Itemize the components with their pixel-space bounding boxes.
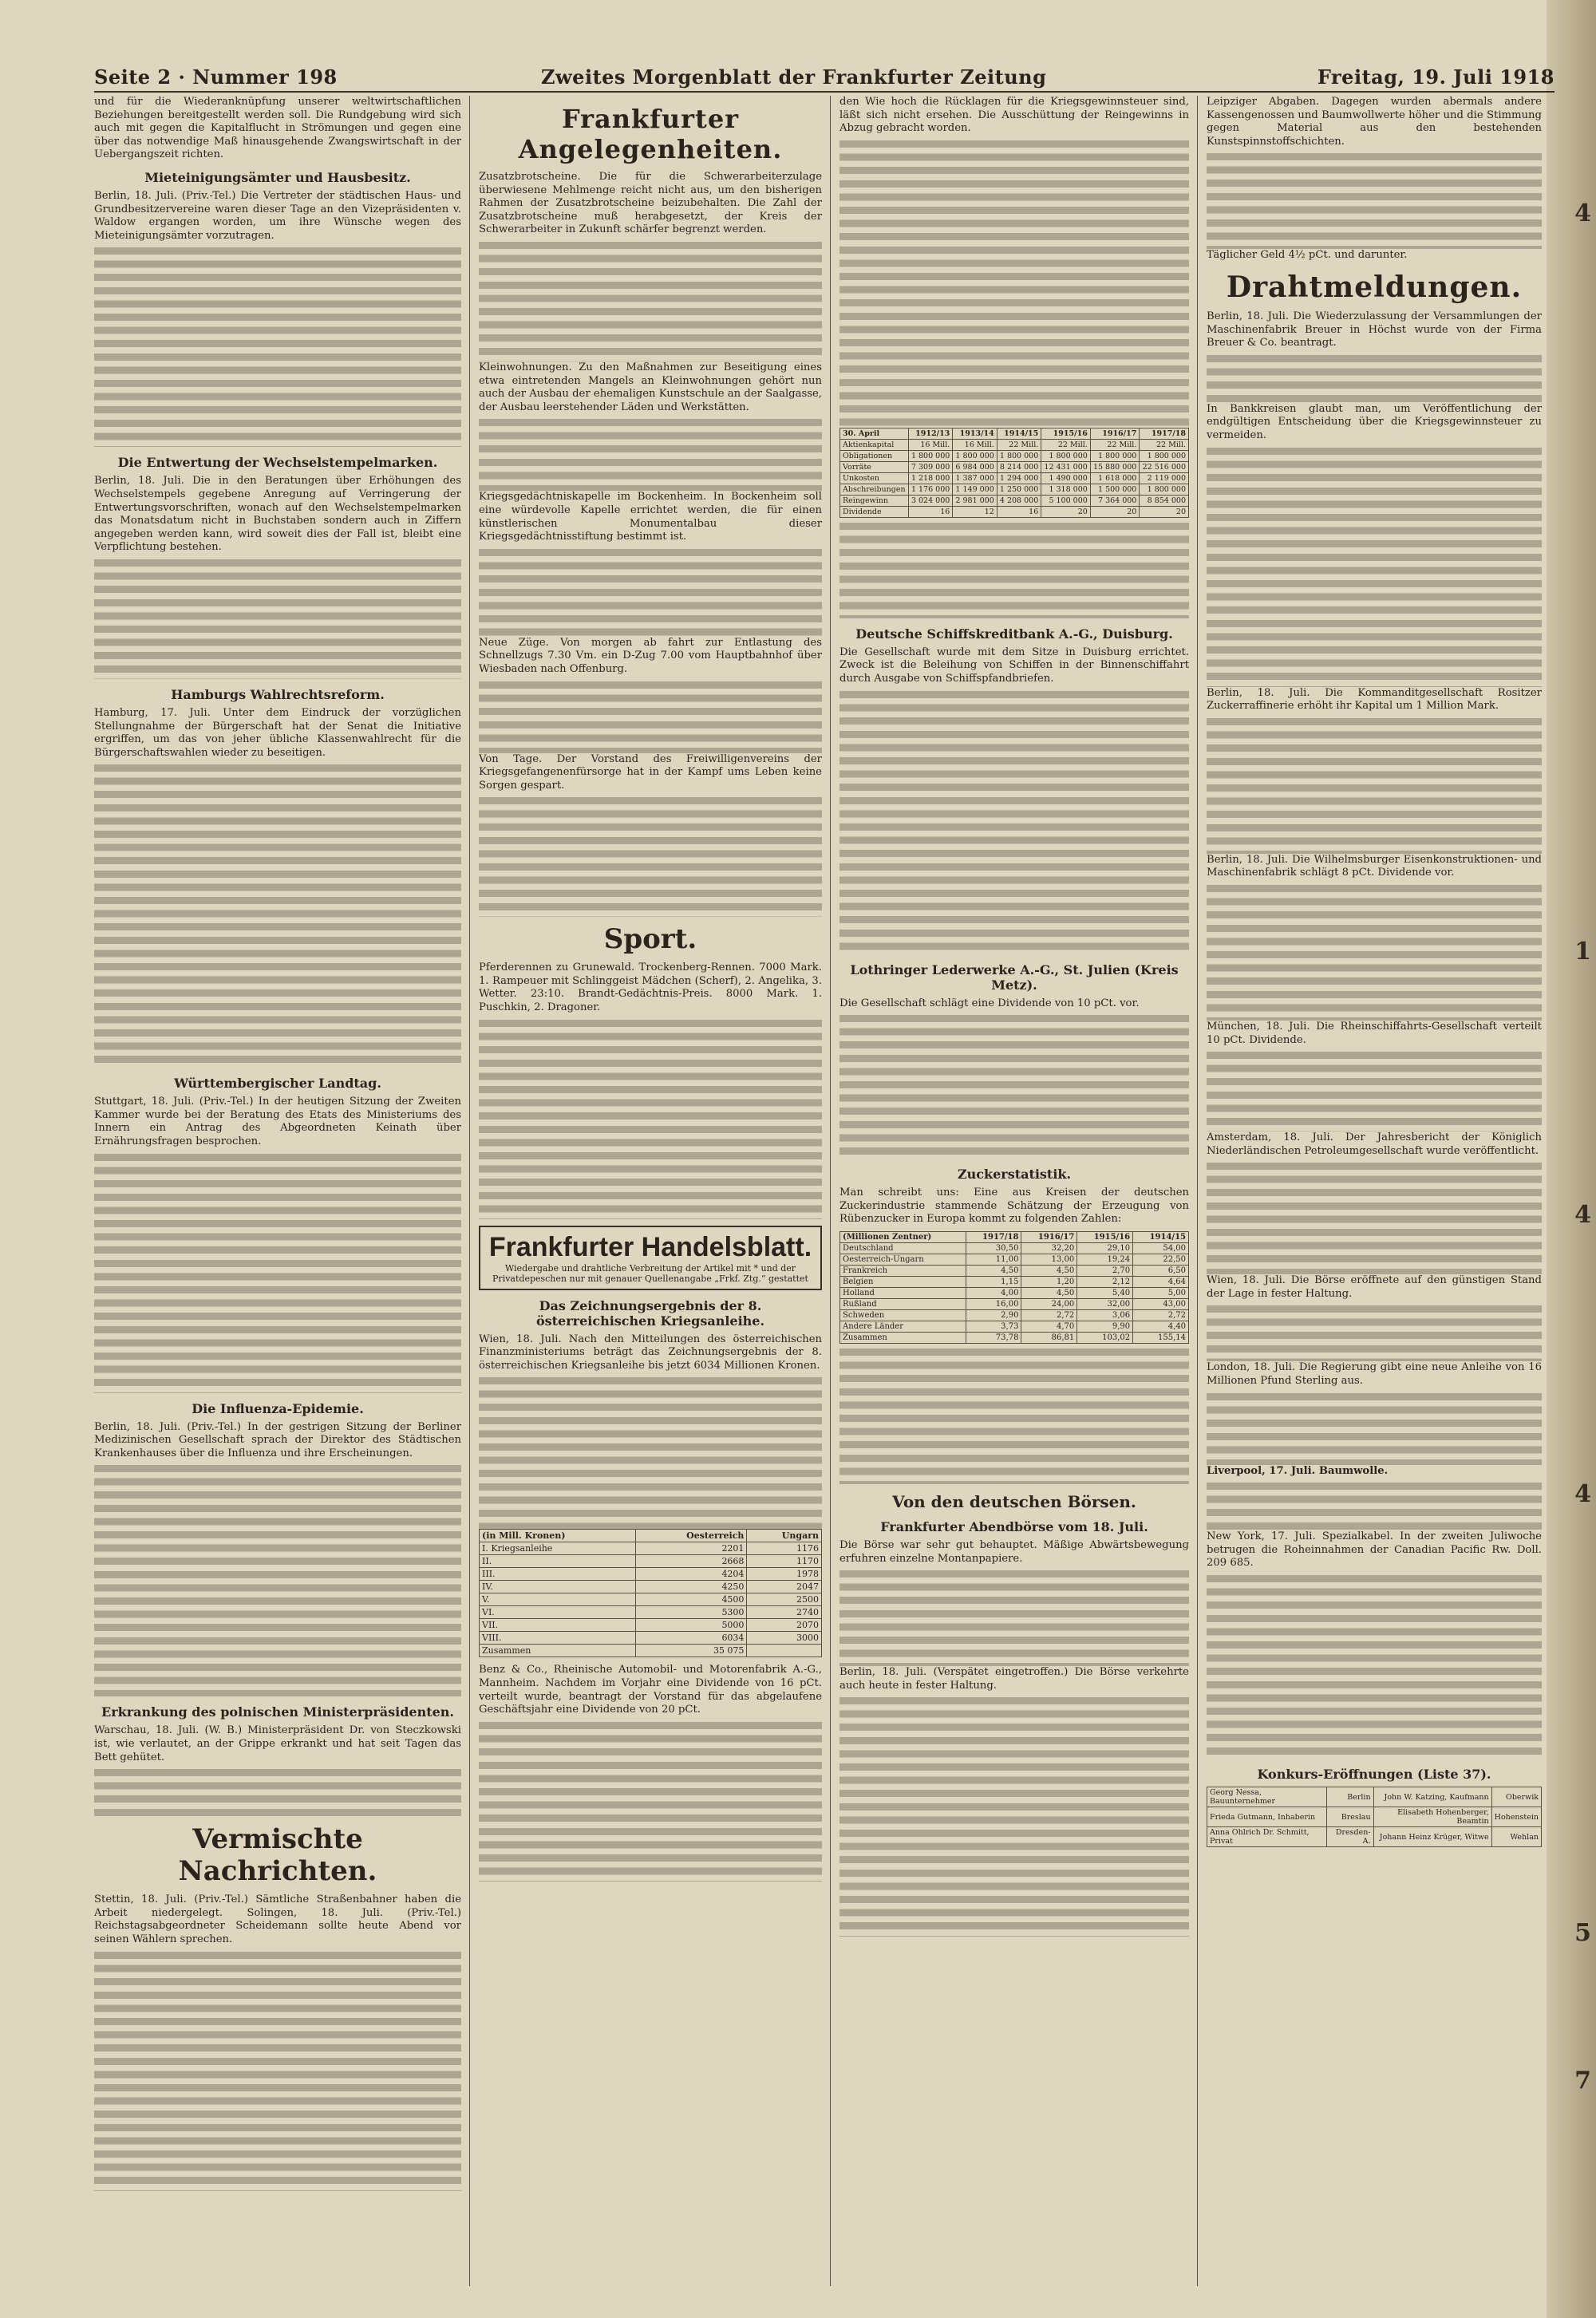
table-cell: 103,02 bbox=[1077, 1332, 1133, 1343]
article-body: Warschau, 18. Juli. (W. B.) Ministerpräsident Dr. von Steczkowski ist, wie verlautet, an der Grippe erkrankt und hat seit Tagen das Bett gehütet. bbox=[94, 1724, 461, 1763]
table-cell: Anna Ohlrich Dr. Schmitt, Privat bbox=[1207, 1827, 1327, 1847]
binding-number: 5 bbox=[1574, 1919, 1591, 1947]
article-body: Die Gesellschaft schlägt eine Dividende von 10 pCt. vor. bbox=[839, 997, 1140, 1009]
article-body: Wien, 18. Juli. Die Börse eröffnete auf den günstigen Stand der Lage in fester Haltung. bbox=[1207, 1274, 1542, 1300]
table-cell: 3,06 bbox=[1077, 1309, 1133, 1321]
table-cell: 13,00 bbox=[1021, 1254, 1077, 1265]
table-row bbox=[1207, 1787, 1542, 1807]
article-heading: Lothringer Lederwerke A.-G., St. Julien (Kreis Metz). bbox=[850, 962, 1179, 993]
table-cell: 1978 bbox=[747, 1568, 822, 1581]
table-cell: 73,78 bbox=[966, 1332, 1021, 1343]
article-body: In Bankkreisen glaubt man, um Veröffentlichung der endgültigen Entscheidung über die Kriegsgewinnsteuer zu vermeiden. bbox=[1207, 402, 1542, 441]
table-row bbox=[840, 506, 1189, 517]
text-block bbox=[94, 1952, 461, 2191]
article-heading: Erkrankung des polnischen Ministerpräsidenten. bbox=[101, 1704, 454, 1720]
table-cell bbox=[747, 1645, 822, 1657]
konkurs-table bbox=[1207, 1787, 1542, 1847]
table-header: Oesterreich bbox=[635, 1530, 746, 1542]
table-row bbox=[840, 1265, 1189, 1276]
binding-number: 4 bbox=[1574, 199, 1591, 227]
binding-number: 7 bbox=[1574, 2067, 1591, 2095]
zucker-table bbox=[839, 1231, 1189, 1344]
table-cell: 1 250 000 bbox=[997, 484, 1041, 495]
table-cell: 35 075 bbox=[635, 1645, 746, 1657]
text-block bbox=[1207, 885, 1542, 1021]
table-cell: 4,50 bbox=[966, 1265, 1021, 1276]
table-cell: 32,00 bbox=[1077, 1298, 1133, 1309]
table-cell: 1 800 000 bbox=[1140, 484, 1189, 495]
text-block bbox=[1207, 1483, 1542, 1530]
table-header: 1914/15 bbox=[997, 428, 1041, 439]
table-cell: 2070 bbox=[747, 1619, 822, 1632]
column-1 bbox=[94, 96, 461, 2286]
table-cell: 6034 bbox=[635, 1632, 746, 1645]
table-cell: 20 bbox=[1140, 506, 1189, 517]
table-cell: Breslau bbox=[1326, 1807, 1373, 1827]
article-body: Berlin, 18. Juli. Die Wilhelmsburger Eisenkonstruktionen- und Maschinenfabrik schlägt 8 pCt. Dividende vor. bbox=[1207, 853, 1542, 879]
text-block bbox=[1207, 1393, 1542, 1465]
table-row bbox=[840, 484, 1189, 495]
article-heading: Die Influenza-Epidemie. bbox=[192, 1400, 364, 1416]
section-heading: Von den deutschen Börsen. bbox=[892, 1491, 1136, 1511]
table-cell: 2047 bbox=[747, 1581, 822, 1593]
section-title: Drahtmeldungen. bbox=[1226, 270, 1523, 304]
section-title: Frankfurter Angelegenheiten. bbox=[518, 104, 783, 164]
table-cell: 20 bbox=[1041, 506, 1091, 517]
table-cell: John W. Katzing, Kaufmann bbox=[1373, 1787, 1491, 1807]
text-block bbox=[94, 559, 461, 679]
table-row bbox=[480, 1645, 822, 1657]
text-block bbox=[839, 1349, 1189, 1484]
article-body: Die Börse war sehr gut behauptet. Mäßige Abwärtsbewegung erfuhren einzelne Montanpapiere. bbox=[839, 1538, 1189, 1565]
table-cell: IV. bbox=[480, 1581, 636, 1593]
table-cell: 1 618 000 bbox=[1090, 472, 1140, 484]
text-block bbox=[1207, 1163, 1542, 1274]
article-heading: Frankfurter Abendbörse vom 18. Juli. bbox=[880, 1518, 1148, 1534]
table-cell: 2 119 000 bbox=[1140, 472, 1189, 484]
table-row bbox=[840, 1298, 1189, 1309]
binding-number: 4 bbox=[1574, 1201, 1591, 1229]
table-cell: Belgien bbox=[840, 1276, 966, 1287]
article-body: New York, 17. Juli. Spezialkabel. In der zweiten Juliwoche betrugen die Roheinnahmen der Canadian Pacific Rw. Doll. 209 685. bbox=[1207, 1530, 1542, 1570]
table-cell: 12 bbox=[953, 506, 997, 517]
table-cell: 11,00 bbox=[966, 1254, 1021, 1265]
article-body: Berlin, 18. Juli. Die Wiederzulassung der Versammlungen der Maschinenfabrik Breuer in Höchst wurde von der Firma Breuer & Co. beantragt. bbox=[1207, 310, 1542, 349]
text-block bbox=[479, 1722, 822, 1882]
table-cell: 2,12 bbox=[1077, 1276, 1133, 1287]
table-cell: 2 981 000 bbox=[953, 495, 997, 506]
text-block bbox=[839, 1570, 1189, 1666]
text-block bbox=[1207, 1305, 1542, 1361]
table-cell: 2201 bbox=[635, 1542, 746, 1555]
table-row bbox=[480, 1606, 822, 1619]
article-body: Kriegsgedächtniskapelle im Bockenheim. In Bockenheim soll eine würdevolle Kapelle errichtet werden, die für einen künstlerischen Monumentalbau dieser Kriegsgedächtnisstiftung bestimmt ist. bbox=[479, 491, 822, 543]
text-block bbox=[839, 140, 1189, 428]
table-row bbox=[840, 450, 1189, 461]
table-row bbox=[840, 495, 1189, 506]
table-cell: VII. bbox=[480, 1619, 636, 1632]
article-heading: Deutsche Schiffskreditbank A.-G., Duisburg. bbox=[855, 626, 1173, 642]
article-body: Berlin, 18. Juli. (Priv.-Tel.) In der gestrigen Sitzung der Berliner Medizinischen Gesellschaft sprach der Direktor des Städtischen Krankenhauses über die Influenza und ihre Erscheinungen. bbox=[94, 1420, 461, 1459]
table-cell: 5 100 000 bbox=[1041, 495, 1091, 506]
table-cell: Georg Nessa, Bauunternehmer bbox=[1207, 1787, 1327, 1807]
text-block bbox=[479, 1377, 822, 1529]
table-cell: 1 387 000 bbox=[953, 472, 997, 484]
table-cell: 6,50 bbox=[1133, 1265, 1189, 1276]
article-heading: Württembergischer Landtag. bbox=[174, 1076, 381, 1092]
table-cell: Elisabeth Hohenberger, Beamtin bbox=[1373, 1807, 1491, 1827]
table-cell: 86,81 bbox=[1021, 1332, 1077, 1343]
binding-number: 4 bbox=[1574, 1480, 1591, 1508]
table-cell: 4,00 bbox=[966, 1287, 1021, 1298]
table-cell: 16,00 bbox=[966, 1298, 1021, 1309]
text-block bbox=[94, 247, 461, 447]
text-block bbox=[479, 419, 822, 491]
page-binding-edge bbox=[1547, 0, 1596, 2318]
table-cell: Oesterreich-Ungarn bbox=[840, 1254, 966, 1265]
article-heading: Zuckerstatistik. bbox=[957, 1167, 1072, 1183]
table-cell: 4250 bbox=[635, 1581, 746, 1593]
table-cell: Wehlan bbox=[1491, 1827, 1541, 1847]
table-cell: 1,20 bbox=[1021, 1276, 1077, 1287]
table-cell: 22 516 000 bbox=[1140, 461, 1189, 472]
table-cell: 2668 bbox=[635, 1555, 746, 1568]
table-cell: Schweden bbox=[840, 1309, 966, 1321]
article-body: Hamburg, 17. Juli. Unter dem Eindruck der vorzüglichen Stellungnahme der Bürgerschaft hat der Senat die Initiative ergriffen, um das von jeher übliche Klassenwahlrecht für die Bürgerschaftswahlen wieder zu beseitigen. bbox=[94, 706, 461, 759]
column-rule bbox=[469, 96, 470, 2286]
table-cell: Hohenstein bbox=[1491, 1807, 1541, 1827]
table-row bbox=[1207, 1807, 1542, 1827]
table-header: 1913/14 bbox=[953, 428, 997, 439]
text-block bbox=[94, 1769, 461, 1817]
text-block bbox=[479, 1020, 822, 1219]
table-cell: 1 800 000 bbox=[1090, 450, 1140, 461]
table-row bbox=[840, 1321, 1189, 1332]
table-cell: 4,40 bbox=[1133, 1321, 1189, 1332]
article-body: Benz & Co., Rheinische Automobil- und Motorenfabrik A.-G., Mannheim. Nachdem im Vorjahr eine Dividende von 16 pCt. verteilt wurde, beantragt der Vorstand für das abgelaufene Geschäftsjahr eine Dividende von 20 pCt. bbox=[479, 1664, 822, 1716]
table-cell: 1 500 000 bbox=[1090, 484, 1140, 495]
table-cell: 5,40 bbox=[1077, 1287, 1133, 1298]
table-cell: Reingewinn bbox=[840, 495, 909, 506]
table-cell: 24,00 bbox=[1021, 1298, 1077, 1309]
article-body: Von Tage. Der Vorstand des Freiwilligenvereins der Kriegsgefangenenfürsorge hat in der Kampf ums Leben keine Sorgen gespart. bbox=[479, 752, 822, 792]
table-cell: Obligationen bbox=[840, 450, 909, 461]
table-cell: 5300 bbox=[635, 1606, 746, 1619]
page-header bbox=[94, 62, 1555, 93]
table-cell: 1,15 bbox=[966, 1276, 1021, 1287]
header-page-number: Seite 2 · Nummer 198 bbox=[94, 65, 338, 89]
table-row bbox=[840, 1309, 1189, 1321]
text-block bbox=[839, 523, 1189, 618]
table-cell: 30,50 bbox=[966, 1242, 1021, 1254]
table-cell: Holland bbox=[840, 1287, 966, 1298]
handelsblatt-subtitle: Wiedergabe und drahtliche Verbreitung der Artikel mit * und der Privatdepeschen nur mit genauer Quellenangabe „Frkf. Ztg.“ gestattet bbox=[492, 1262, 808, 1284]
section-heading: Sport. bbox=[603, 923, 697, 956]
text-block bbox=[839, 1015, 1189, 1159]
table-cell: 9,90 bbox=[1077, 1321, 1133, 1332]
table-cell: 2,70 bbox=[1077, 1265, 1133, 1276]
table-cell: 2500 bbox=[747, 1593, 822, 1606]
market-heading: Liverpool, 17. Juli. Baumwolle. bbox=[1207, 1464, 1389, 1477]
table-cell: 1 800 000 bbox=[1140, 450, 1189, 461]
table-cell: 16 Mill. bbox=[908, 439, 952, 450]
table-cell: Unkosten bbox=[840, 472, 909, 484]
table-cell: Vorräte bbox=[840, 461, 909, 472]
table-row bbox=[480, 1619, 822, 1632]
article-body: Amsterdam, 18. Juli. Der Jahresbericht der Königlich Niederländischen Petroleumgesellschaft wurde veröffentlicht. bbox=[1207, 1131, 1542, 1157]
handelsblatt-box bbox=[479, 1226, 822, 1290]
table-cell: 7 309 000 bbox=[908, 461, 952, 472]
table-row bbox=[480, 1581, 822, 1593]
table-cell: 1170 bbox=[747, 1555, 822, 1568]
article-heading: Mieteinigungsämter und Hausbesitz. bbox=[144, 169, 411, 185]
article-body: Stettin, 18. Juli. (Priv.-Tel.) Sämtliche Straßenbahner haben die Arbeit niedergelegt. Solingen, 18. Juli. (Priv.-Tel.) Reichstagsabgeordneter Scheidemann sollte heute Abend vor seinen Wählern sprechen. bbox=[94, 1893, 461, 1945]
table-cell: Zusammen bbox=[480, 1645, 636, 1657]
table-row bbox=[840, 461, 1189, 472]
article-body: Man schreibt uns: Eine aus Kreisen der deutschen Zuckerindustrie stammende Schätzung der Erzeugung von Rübenzucker in Europa kommt zu folgenden Zahlen: bbox=[839, 1187, 1189, 1226]
table-cell: 22,50 bbox=[1133, 1254, 1189, 1265]
table-cell: 4,64 bbox=[1133, 1276, 1189, 1287]
article-intro: und für die Wiederanknüpfung unserer weltwirtschaftlichen Beziehungen bereitgestellt werden soll. Die Rundgebung wird sich auch mit gegen die Kapitalflucht in Strömungen und gegen eine über das notwendige Maß hinausgehende Zwangswirtschaft in der Uebergangszeit richten. bbox=[94, 96, 461, 161]
header-date: Freitag, 19. Juli 1918 bbox=[1317, 65, 1555, 89]
table-row bbox=[840, 439, 1189, 450]
article-heading: Konkurs-Eröffnungen (Liste 37). bbox=[1257, 1767, 1491, 1783]
table-header: 1917/18 bbox=[966, 1231, 1021, 1242]
table-cell: 1 149 000 bbox=[953, 484, 997, 495]
money-rate: Täglicher Geld 4½ pCt. und darunter. bbox=[1207, 249, 1408, 262]
table-cell: Berlin bbox=[1326, 1787, 1373, 1807]
text-block bbox=[1207, 448, 1542, 687]
table-cell: 5,00 bbox=[1133, 1287, 1189, 1298]
table-cell: Frieda Gutmann, Inhaberin bbox=[1207, 1807, 1327, 1827]
article-body: London, 18. Juli. Die Regierung gibt eine neue Anleihe von 16 Millionen Pfund Sterling aus. bbox=[1207, 1361, 1542, 1388]
column-rule bbox=[830, 96, 831, 2286]
table-cell: 4,50 bbox=[1021, 1287, 1077, 1298]
table-row bbox=[480, 1555, 822, 1568]
table-row bbox=[1207, 1827, 1542, 1847]
article-body: Berlin, 18. Juli. (Priv.-Tel.) Die Vertreter der städtischen Haus- und Grundbesitzervereine waren dieser Tage an den Vizepräsidenten v. Waldow ergangen worden, um ihre Wünsche wegen des Mieteinigungsämter vorzutragen. bbox=[94, 189, 461, 242]
balance-table bbox=[839, 428, 1189, 518]
table-cell: 6 984 000 bbox=[953, 461, 997, 472]
table-cell: 1 318 000 bbox=[1041, 484, 1091, 495]
text-block bbox=[1207, 718, 1542, 854]
table-row bbox=[480, 1632, 822, 1645]
table-header: 1915/16 bbox=[1077, 1231, 1133, 1242]
table-cell: 1 294 000 bbox=[997, 472, 1041, 484]
table-header: 1916/17 bbox=[1021, 1231, 1077, 1242]
table-cell: 16 Mill. bbox=[953, 439, 997, 450]
anleihe-table bbox=[479, 1529, 822, 1657]
article-body: Kleinwohnungen. Zu den Maßnahmen zur Beseitigung eines etwa eintretenden Mangels an Kleinwohnungen gehört nun auch der Ausbau der ehemaligen Kunstschule an der Saalgasse, der Ausbau leerstehender Läden und Werkstätten. bbox=[479, 361, 822, 413]
text-block bbox=[839, 691, 1189, 954]
table-cell: 1 218 000 bbox=[908, 472, 952, 484]
table-cell: 12 431 000 bbox=[1041, 461, 1091, 472]
table-cell: 4500 bbox=[635, 1593, 746, 1606]
table-cell: 16 bbox=[908, 506, 952, 517]
table-cell: 54,00 bbox=[1133, 1242, 1189, 1254]
text-block bbox=[479, 797, 822, 917]
table-cell: III. bbox=[480, 1568, 636, 1581]
table-cell: Dividende bbox=[840, 506, 909, 517]
table-cell: Rußland bbox=[840, 1298, 966, 1309]
table-header: 1912/13 bbox=[908, 428, 952, 439]
table-cell: II. bbox=[480, 1555, 636, 1568]
table-row bbox=[840, 1332, 1189, 1343]
section-heading: Vermischte Nachrichten. bbox=[178, 1823, 377, 1888]
table-row bbox=[840, 1287, 1189, 1298]
article-body: Neue Züge. Von morgen ab fahrt zur Entlastung des Schnellzugs 7.30 Vm. ein D-Zug 7.00 vom Hauptbahnhof über Wiesbaden nach Offenburg. bbox=[479, 636, 822, 675]
article-body: Berlin, 18. Juli. Die Kommanditgesellschaft Rositzer Zuckerraffinerie erhöht ihr Kapital um 1 Million Mark. bbox=[1207, 686, 1542, 713]
article-body: Zusatzbrotscheine. Die für die Schwerarbeiterzulage überwiesene Mehlmenge reicht nicht aus, um den bisherigen Rahmen der Zusatzbrotscheine beizubehalten. Die Zahl der Zusatzbrotscheine muß herabgesetzt, der Kreis der Schwerarbeiter in Zukunft schärfer begrenzt werden. bbox=[479, 171, 822, 236]
table-cell: 2,90 bbox=[966, 1309, 1021, 1321]
table-cell: 43,00 bbox=[1133, 1298, 1189, 1309]
text-block bbox=[1207, 153, 1542, 249]
table-cell: 29,10 bbox=[1077, 1242, 1133, 1254]
table-header: (Millionen Zentner) bbox=[840, 1231, 966, 1242]
article-body: Die Gesellschaft wurde mit dem Sitze in Duisburg errichtet. Zweck ist die Beleihung von Schiffen in der Binnenschiffahrt durch Ausgabe von Schiffspfandbriefen. bbox=[839, 646, 1189, 685]
text-block bbox=[94, 1154, 461, 1393]
table-cell: 19,24 bbox=[1077, 1254, 1133, 1265]
table-cell: Oberwik bbox=[1491, 1787, 1541, 1807]
table-header: (in Mill. Kronen) bbox=[480, 1530, 636, 1542]
table-cell: 3 024 000 bbox=[908, 495, 952, 506]
table-cell: 2,72 bbox=[1133, 1309, 1189, 1321]
table-cell: 2740 bbox=[747, 1606, 822, 1619]
table-cell: 22 Mill. bbox=[997, 439, 1041, 450]
table-cell: 1 800 000 bbox=[997, 450, 1041, 461]
table-cell: Aktienkapital bbox=[840, 439, 909, 450]
article-body: Berlin, 18. Juli. (Verspätet eingetroffen.) Die Börse verkehrte auch heute in fester Haltung. bbox=[839, 1666, 1189, 1692]
table-cell: 1176 bbox=[747, 1542, 822, 1555]
text-block bbox=[479, 549, 822, 637]
text-block bbox=[94, 764, 461, 1068]
table-cell: 8 214 000 bbox=[997, 461, 1041, 472]
article-body: München, 18. Juli. Die Rheinschiffahrts-Gesellschaft verteilt 10 pCt. Dividende. bbox=[1207, 1020, 1542, 1046]
table-cell: 1 490 000 bbox=[1041, 472, 1091, 484]
table-cell: VI. bbox=[480, 1606, 636, 1619]
table-cell: 20 bbox=[1090, 506, 1140, 517]
table-cell: 5000 bbox=[635, 1619, 746, 1632]
table-cell: 1 800 000 bbox=[908, 450, 952, 461]
table-row bbox=[480, 1593, 822, 1606]
column-3 bbox=[839, 96, 1189, 2286]
article-body: Pferderennen zu Grunewald. Trockenberg-Rennen. 7000 Mark. 1. Rampeuer mit Schlinggeist Mädchen (Scherf), 2. Angelika, 3. Wetter. 23:10. Brandt-Gedächtnis-Preis. 8000 Mark. 1. Puschkin, 2. Dragoner. bbox=[479, 962, 822, 1014]
table-cell: 16 bbox=[997, 506, 1041, 517]
text-block bbox=[94, 1465, 461, 1696]
table-cell: 3000 bbox=[747, 1632, 822, 1645]
table-cell: 15 880 000 bbox=[1090, 461, 1140, 472]
table-row bbox=[840, 1254, 1189, 1265]
table-header: 1915/16 bbox=[1041, 428, 1091, 439]
table-cell: 4,70 bbox=[1021, 1321, 1077, 1332]
table-cell: 22 Mill. bbox=[1090, 439, 1140, 450]
text-block bbox=[479, 681, 822, 753]
table-cell: 22 Mill. bbox=[1140, 439, 1189, 450]
text-block bbox=[1207, 1052, 1542, 1131]
article-heading: Das Zeichnungsergebnis der 8. österreichischen Kriegsanleihe. bbox=[535, 1297, 765, 1329]
table-header: 1917/18 bbox=[1140, 428, 1189, 439]
text-block bbox=[479, 242, 822, 361]
table-cell: 4204 bbox=[635, 1568, 746, 1581]
table-cell: Abschreibungen bbox=[840, 484, 909, 495]
article-body: Stuttgart, 18. Juli. (Priv.-Tel.) In der heutigen Sitzung der Zweiten Kammer wurde bei der Beratung des Etats des Ministeriums des Innern ein Antrag des Abgeordneten Keinath über Ernährungsfragen besprochen. bbox=[94, 1096, 461, 1148]
table-cell: Dresden-A. bbox=[1326, 1827, 1373, 1847]
table-cell: Johann Heinz Krüger, Witwe bbox=[1373, 1827, 1491, 1847]
table-header: 1914/15 bbox=[1133, 1231, 1189, 1242]
table-cell: 4 208 000 bbox=[997, 495, 1041, 506]
handelsblatt-title: Frankfurter Handelsblatt. bbox=[488, 1231, 812, 1262]
table-header: Ungarn bbox=[747, 1530, 822, 1542]
table-cell: Frankreich bbox=[840, 1265, 966, 1276]
table-cell: Deutschland bbox=[840, 1242, 966, 1254]
binding-number: 1 bbox=[1574, 938, 1591, 966]
article-body: Berlin, 18. Juli. Die in den Beratungen über Erhöhungen des Wechselstempels gegebene Anregung auf Verringerung der Entwertungsvorschriften, wonach auf den Wechselstempelmarken das Monatsdatum nicht in Buchstaben sondern auch in Ziffern angegeben werden kann, wird soweit dies der Fall ist, bleibt eine Verpflichtung bestehen. bbox=[94, 475, 461, 554]
table-cell: 155,14 bbox=[1133, 1332, 1189, 1343]
table-cell: 32,20 bbox=[1021, 1242, 1077, 1254]
table-row bbox=[480, 1568, 822, 1581]
article-body: Wien, 18. Juli. Nach den Mitteilungen des österreichischen Finanzministeriums beträgt das Zeichnungsergebnis der 8. österreichischen Kriegsanleihe bis jetzt 6034 Millionen Kronen. bbox=[479, 1333, 822, 1372]
column-rule bbox=[1197, 96, 1198, 2286]
text-block bbox=[839, 1697, 1189, 1937]
table-cell: 8 854 000 bbox=[1140, 495, 1189, 506]
table-cell: 1 800 000 bbox=[1041, 450, 1091, 461]
table-cell: V. bbox=[480, 1593, 636, 1606]
table-cell: 3,73 bbox=[966, 1321, 1021, 1332]
table-cell: 7 364 000 bbox=[1090, 495, 1140, 506]
article-heading: Die Entwertung der Wechselstempelmarken. bbox=[117, 455, 438, 471]
table-cell: 2,72 bbox=[1021, 1309, 1077, 1321]
table-row bbox=[840, 1242, 1189, 1254]
article-heading: Hamburgs Wahlrechtsreform. bbox=[171, 686, 385, 702]
article-body: den Wie hoch die Rücklagen für die Kriegsgewinnsteuer sind, läßt sich nicht ersehen. Die Ausschüttung der Reingewinns in Abzug gebracht worden. bbox=[839, 96, 1189, 135]
table-cell: 4,50 bbox=[1021, 1265, 1077, 1276]
text-block bbox=[1207, 355, 1542, 403]
table-cell: VIII. bbox=[480, 1632, 636, 1645]
column-4 bbox=[1207, 96, 1542, 2286]
table-row bbox=[840, 1276, 1189, 1287]
table-row bbox=[840, 472, 1189, 484]
text-block bbox=[1207, 1575, 1542, 1759]
table-cell: 1 800 000 bbox=[953, 450, 997, 461]
table-row bbox=[480, 1542, 822, 1555]
table-cell: I. Kriegsanleihe bbox=[480, 1542, 636, 1555]
header-title: Zweites Morgenblatt der Frankfurter Zeitung bbox=[541, 65, 1047, 89]
table-header: 30. April bbox=[840, 428, 909, 439]
table-cell: Andere Länder bbox=[840, 1321, 966, 1332]
article-body: Leipziger Abgaben. Dagegen wurden abermals andere Kassengenossen und Baumwollwerte höher und die Stimmung gegen Material aus den bestehenden Kunstspinnstoffschichten. bbox=[1207, 96, 1542, 148]
table-cell: Zusammen bbox=[840, 1332, 966, 1343]
table-cell: 22 Mill. bbox=[1041, 439, 1091, 450]
table-cell: 1 176 000 bbox=[908, 484, 952, 495]
table-header: 1916/17 bbox=[1090, 428, 1140, 439]
column-2 bbox=[479, 96, 822, 2286]
